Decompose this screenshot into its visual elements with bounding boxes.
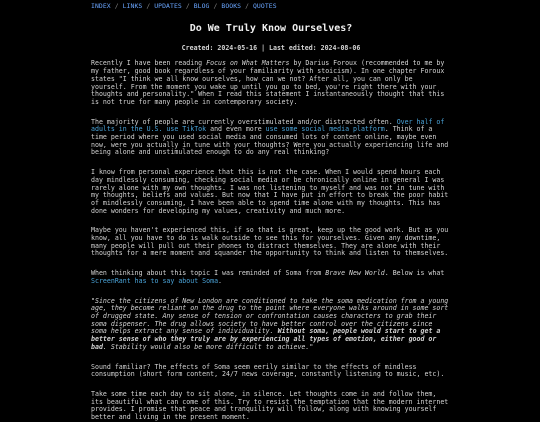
nav-separator: / — [245, 2, 250, 10]
nav-separator: / — [114, 2, 119, 10]
social-media-stat-link[interactable]: use some social media platform — [265, 125, 385, 134]
screenrant-link[interactable]: ScreenRant has to say about Soma — [91, 276, 219, 285]
paragraph-distraction: The majority of people are currently overstimulated and/or distracted often. Over half of adults in the U.S. use TikTok and even more use some social media platform. Think of a time period where you used social media and consumed lots of content online, maybe even now, were you actually in tune with your thoughts? Were you actually experiencing life and being alone and unstimulated enough to do any real thinking? — [91, 117, 449, 157]
paragraph-observation: Maybe you haven't experienced this, if so that is great, keep up the good work. But as you know, all you have to do is walk outside to see this for yourselves. Given any downtime, many people will pull out their phones to distract themselves. They are alone with their thoughts for a mere moment and squander the opportunity to think and listen to themselves. — [91, 226, 449, 258]
nav-separator: / — [213, 2, 218, 10]
nav-separator: / — [185, 2, 190, 10]
paragraph-comparison: Sound familiar? The effects of Soma seem eerily similar to the effects of mindless consumption (short form content, 24/7 news coverage, constantly listening to music, etc). — [91, 362, 445, 379]
nav-blog-link[interactable]: BLOG — [193, 2, 210, 10]
page-title: Do We Truly Know Ourselves? — [189, 22, 353, 34]
nav-books-link[interactable]: BOOKS — [221, 2, 242, 10]
nav-updates-link[interactable]: UPDATES — [154, 2, 182, 10]
nav-index-link[interactable]: INDEX — [91, 2, 111, 10]
paragraph-intro: Recently I have been reading Focus on What Matters by Darius Foroux (recommended to me by my father, good book regardless of your familiarity with stoicism). In one chapter Foroux states "I think we all know ourselves, how can we not? After all, you can only be yourself. From the moment you wake up until you go to bed, you're right there with your thoughts and personality." When I read this statement I instantaneously thought that this is not true for many people in contemporary society. — [91, 59, 445, 106]
book-title: Brave New World — [325, 269, 385, 278]
nav-quotes-link[interactable]: QUOTES — [252, 2, 277, 10]
tiktok-stat-link[interactable]: Over half of adults in the U.S. use TikTok — [91, 117, 445, 134]
top-nav — [91, 3, 451, 11]
nav-links-link[interactable]: LINKS — [122, 2, 143, 10]
book-title: Focus on What Matters — [206, 59, 290, 68]
paragraph-conclusion: Take some time each day to sit alone, in silence. Let thoughts come in and follow them, its beautiful what can come of this. Try to resist the temptation that the modern internet provides. I promise that peace and tranquility will follow, along with knowing yourself better and living in the present moment. — [91, 389, 449, 422]
nav-separator: / — [146, 2, 151, 10]
soma-quote: "Since the citizens of New London are conditioned to take the soma medication from a young age, they become reliant on the drug to the point where everyone walks around in some sort of drugged state. Any sense of tension or confrontation causes characters to grab their soma dispenser. The drug allows society to have better control over the citizens since soma helps extract any sense of individuality. Without soma, people would start to get a better sense of who they truly are by experiencing all types of emotion, either good or bad. Stability would also be more difficult to achieve." — [91, 296, 449, 351]
paragraph-experience: I know from personal experience that this is not the case. When I would spend hours each day mindlessly consuming, checking social media or be chronically online in general I was rarely alone with my own thoughts. I was not listening to myself and was not in tune with my thoughts, beliefs and values. But now that I have put in effort to break the poor habit of mindlessly consuming, I have been able to spend time alone with my thoughts. This has done wonders for developing my values, creativity and much more. — [91, 168, 449, 215]
post-dates: Created: 2024-05-16 | Last edited: 2024-08-06 — [181, 43, 361, 52]
quote-emphasis: Without soma, people would start to get a better sense of who they truly are by experiencing all types of emotion, either good or bad — [91, 327, 441, 351]
paragraph-soma-intro: When thinking about this topic I was reminded of Soma from Brave New World. Below is what ScreenRant has to say about Soma. — [91, 269, 445, 285]
page-container — [91, 0, 451, 422]
